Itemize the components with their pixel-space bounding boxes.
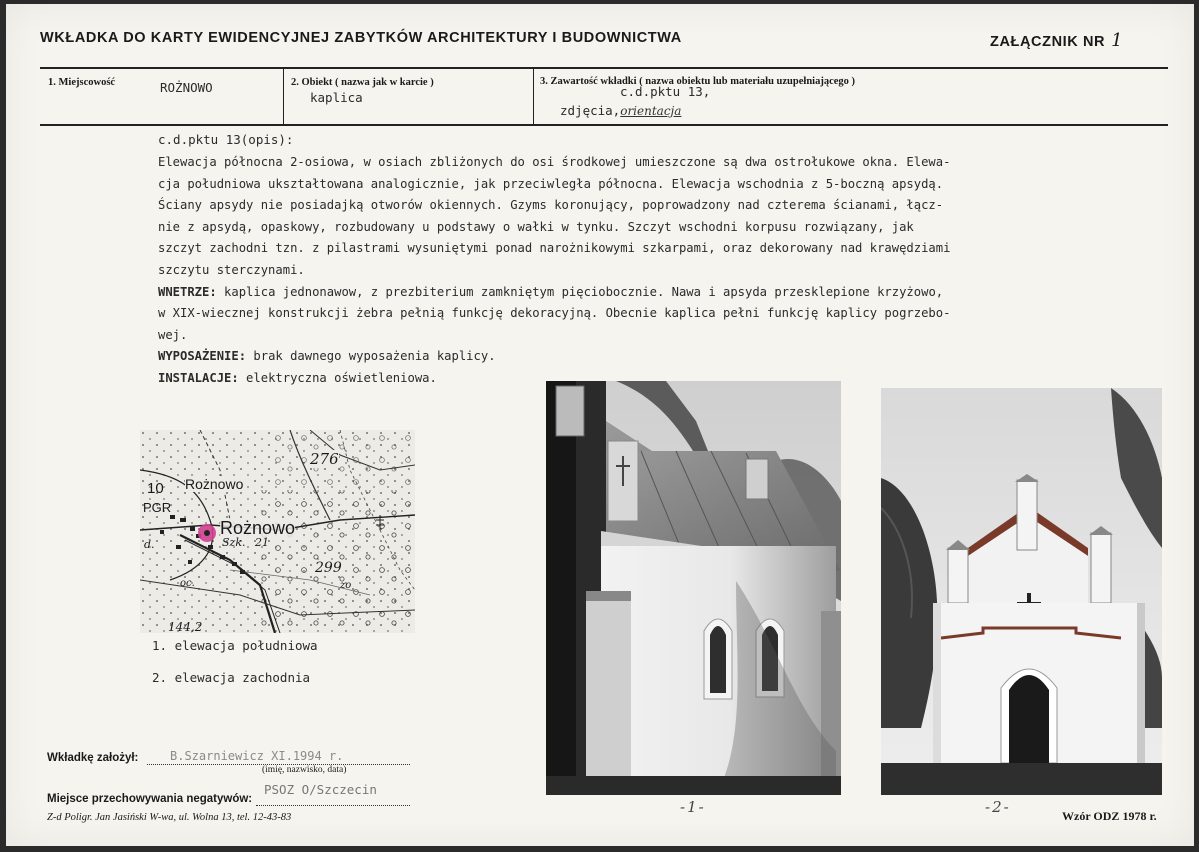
field-obiekt-label-text: 2. Obiekt ( nazwa jak w karcie ) bbox=[291, 77, 434, 88]
field-zawartosc-value-2-text: zdjęcia, bbox=[560, 103, 621, 118]
map-label-szk: Szk. bbox=[222, 536, 246, 549]
map-label-d: d. bbox=[144, 538, 155, 551]
footer-negatywy-line bbox=[256, 805, 410, 806]
wnetrze-label: WNETRZE: bbox=[158, 284, 217, 299]
description-line: cja południowa ukształtowana analogicznie, jak przeciwległa północna. Elewacja wschodnia z 5-boczną apsydą. bbox=[158, 176, 944, 191]
annex-number: 1 bbox=[1111, 30, 1124, 51]
field-obiekt-label bbox=[291, 77, 434, 88]
form-title: WKŁADKA DO KARTY EWIDENCYJNEJ ZABYTKÓW ARCHITEKTURY I BUDOWNICTWA bbox=[40, 30, 682, 46]
field-miejscowosc-value: ROŻNOWO bbox=[160, 80, 213, 95]
wnetrze-line-2: w XIX-wiecznej konstrukcji żebra pełnią funkcję dekoracyjną. Obecnie kaplica pełni funkcję kaplicy pogrzebo- bbox=[158, 306, 951, 321]
description-body bbox=[158, 152, 1048, 390]
footer-wzor: Wzór ODZ 1978 r. bbox=[1062, 809, 1157, 823]
wyposazenie-text: brak dawnego wyposażenia kaplicy. bbox=[246, 349, 496, 364]
caption-2: 2. elewacja zachodnia bbox=[152, 670, 311, 685]
field-miejscowosc-label-text: 1. Miejscowość bbox=[48, 77, 116, 88]
field-zawartosc-label-text: 3. Zawartość wkładki ( nazwa obiektu lub materiału uzupełniającego ) bbox=[540, 76, 856, 87]
field-zawartosc-handwritten: orientacja bbox=[620, 104, 682, 118]
photo-1-image bbox=[546, 381, 841, 795]
instalacje-text: elektryczna oświetleniowa. bbox=[238, 370, 437, 385]
photo-2-image bbox=[881, 388, 1162, 795]
photo-1-number: -1- bbox=[680, 798, 706, 816]
footer-zalozyl-hint: (imię, nazwisko, data) bbox=[262, 765, 347, 775]
wnetrze-line-3: wej. bbox=[158, 327, 188, 342]
field-divider-1 bbox=[283, 68, 284, 124]
footer-negatywy-value: PSOZ O/Szczecin bbox=[264, 782, 377, 797]
description-heading: c.d.pktu 13(opis): bbox=[158, 132, 294, 147]
field-zawartosc-value-2 bbox=[560, 103, 681, 119]
map-label-pgr: PGR bbox=[143, 500, 172, 515]
description-line: Elewacja północna 2-osiowa, w osiach zbliżonych do osi środkowej umieszczone są dwa ostrołukowe okna. Elewa- bbox=[158, 155, 951, 169]
description-line: szczytu sterczynami. bbox=[158, 262, 305, 277]
footer-zalozyl-label: Wkładkę założył: bbox=[47, 752, 139, 764]
description-line: nie z apsydą, opaskowy, rozbudowany u podstawy o wałki w tynku. Szczyt wschodni korpusu rozwiązany, jak bbox=[158, 219, 914, 234]
map-label-roznowo-big: Rożnowo bbox=[220, 518, 296, 538]
location-map bbox=[140, 430, 415, 633]
description-line: Ściany apsydy nie posiadajką otworów okiennych. Gzyms koronujący, poprowadzony nad czterema ścianami, łącz- bbox=[158, 198, 944, 213]
map-label-10: 10 bbox=[147, 480, 164, 497]
map-label-299: 299 bbox=[315, 560, 342, 576]
field-obiekt-value: kaplica bbox=[310, 90, 363, 105]
footer-negatywy-label: Miejsce przechowywania negatywów: bbox=[47, 793, 253, 805]
footer-printer: Z-d Poligr. Jan Jasiński W-wa, ul. Wolna 13, tel. 12-43-83 bbox=[47, 812, 292, 823]
photo-1-chapel-south-elevation bbox=[546, 381, 841, 795]
header-rule-top bbox=[40, 67, 1168, 69]
map-label-bottom: 144,2 bbox=[168, 620, 203, 633]
instalacje-label: INSTALACJE: bbox=[158, 370, 239, 385]
wyposazenie-line bbox=[158, 346, 1048, 368]
photo-2-chapel-west-elevation bbox=[881, 388, 1162, 795]
map-label-oc: oc. bbox=[180, 578, 195, 589]
field-divider-2 bbox=[533, 68, 534, 124]
annex-label bbox=[990, 30, 1123, 51]
footer-zalozyl-value: B.Szarniewicz XI.1994 r. bbox=[170, 749, 344, 763]
header-rule-bottom bbox=[40, 124, 1168, 126]
wyposazenie-label: WYPOSAŻENIE: bbox=[158, 349, 247, 364]
description-line: szczyt zachodni tzn. z pilastrami wysuniętymi ponad narożnikowymi szkarpami, oraz dekorowany nad krawędziami bbox=[158, 241, 951, 256]
map-label-roznowo-small: Rożnowo bbox=[185, 476, 244, 492]
map-label-21: 21 bbox=[255, 536, 269, 549]
caption-1: 1. elewacja południowa bbox=[152, 638, 318, 653]
field-zawartosc-value-1: c.d.pktu 13, bbox=[620, 84, 711, 99]
field-miejscowosc-label bbox=[48, 77, 115, 88]
wnetrze-line-1 bbox=[158, 282, 1048, 304]
photo-2-number: -2- bbox=[985, 798, 1011, 816]
map-label-zo: zo bbox=[340, 580, 352, 591]
wnetrze-text: kaplica jednonawow, z prezbiterium zamkniętym pięciobocznie. Nawa i apsyda przesklepione krzyżowo, bbox=[216, 284, 944, 299]
annex-label-text: ZAŁĄCZNIK NR bbox=[990, 34, 1106, 50]
map-label-276: 276 bbox=[310, 450, 339, 468]
